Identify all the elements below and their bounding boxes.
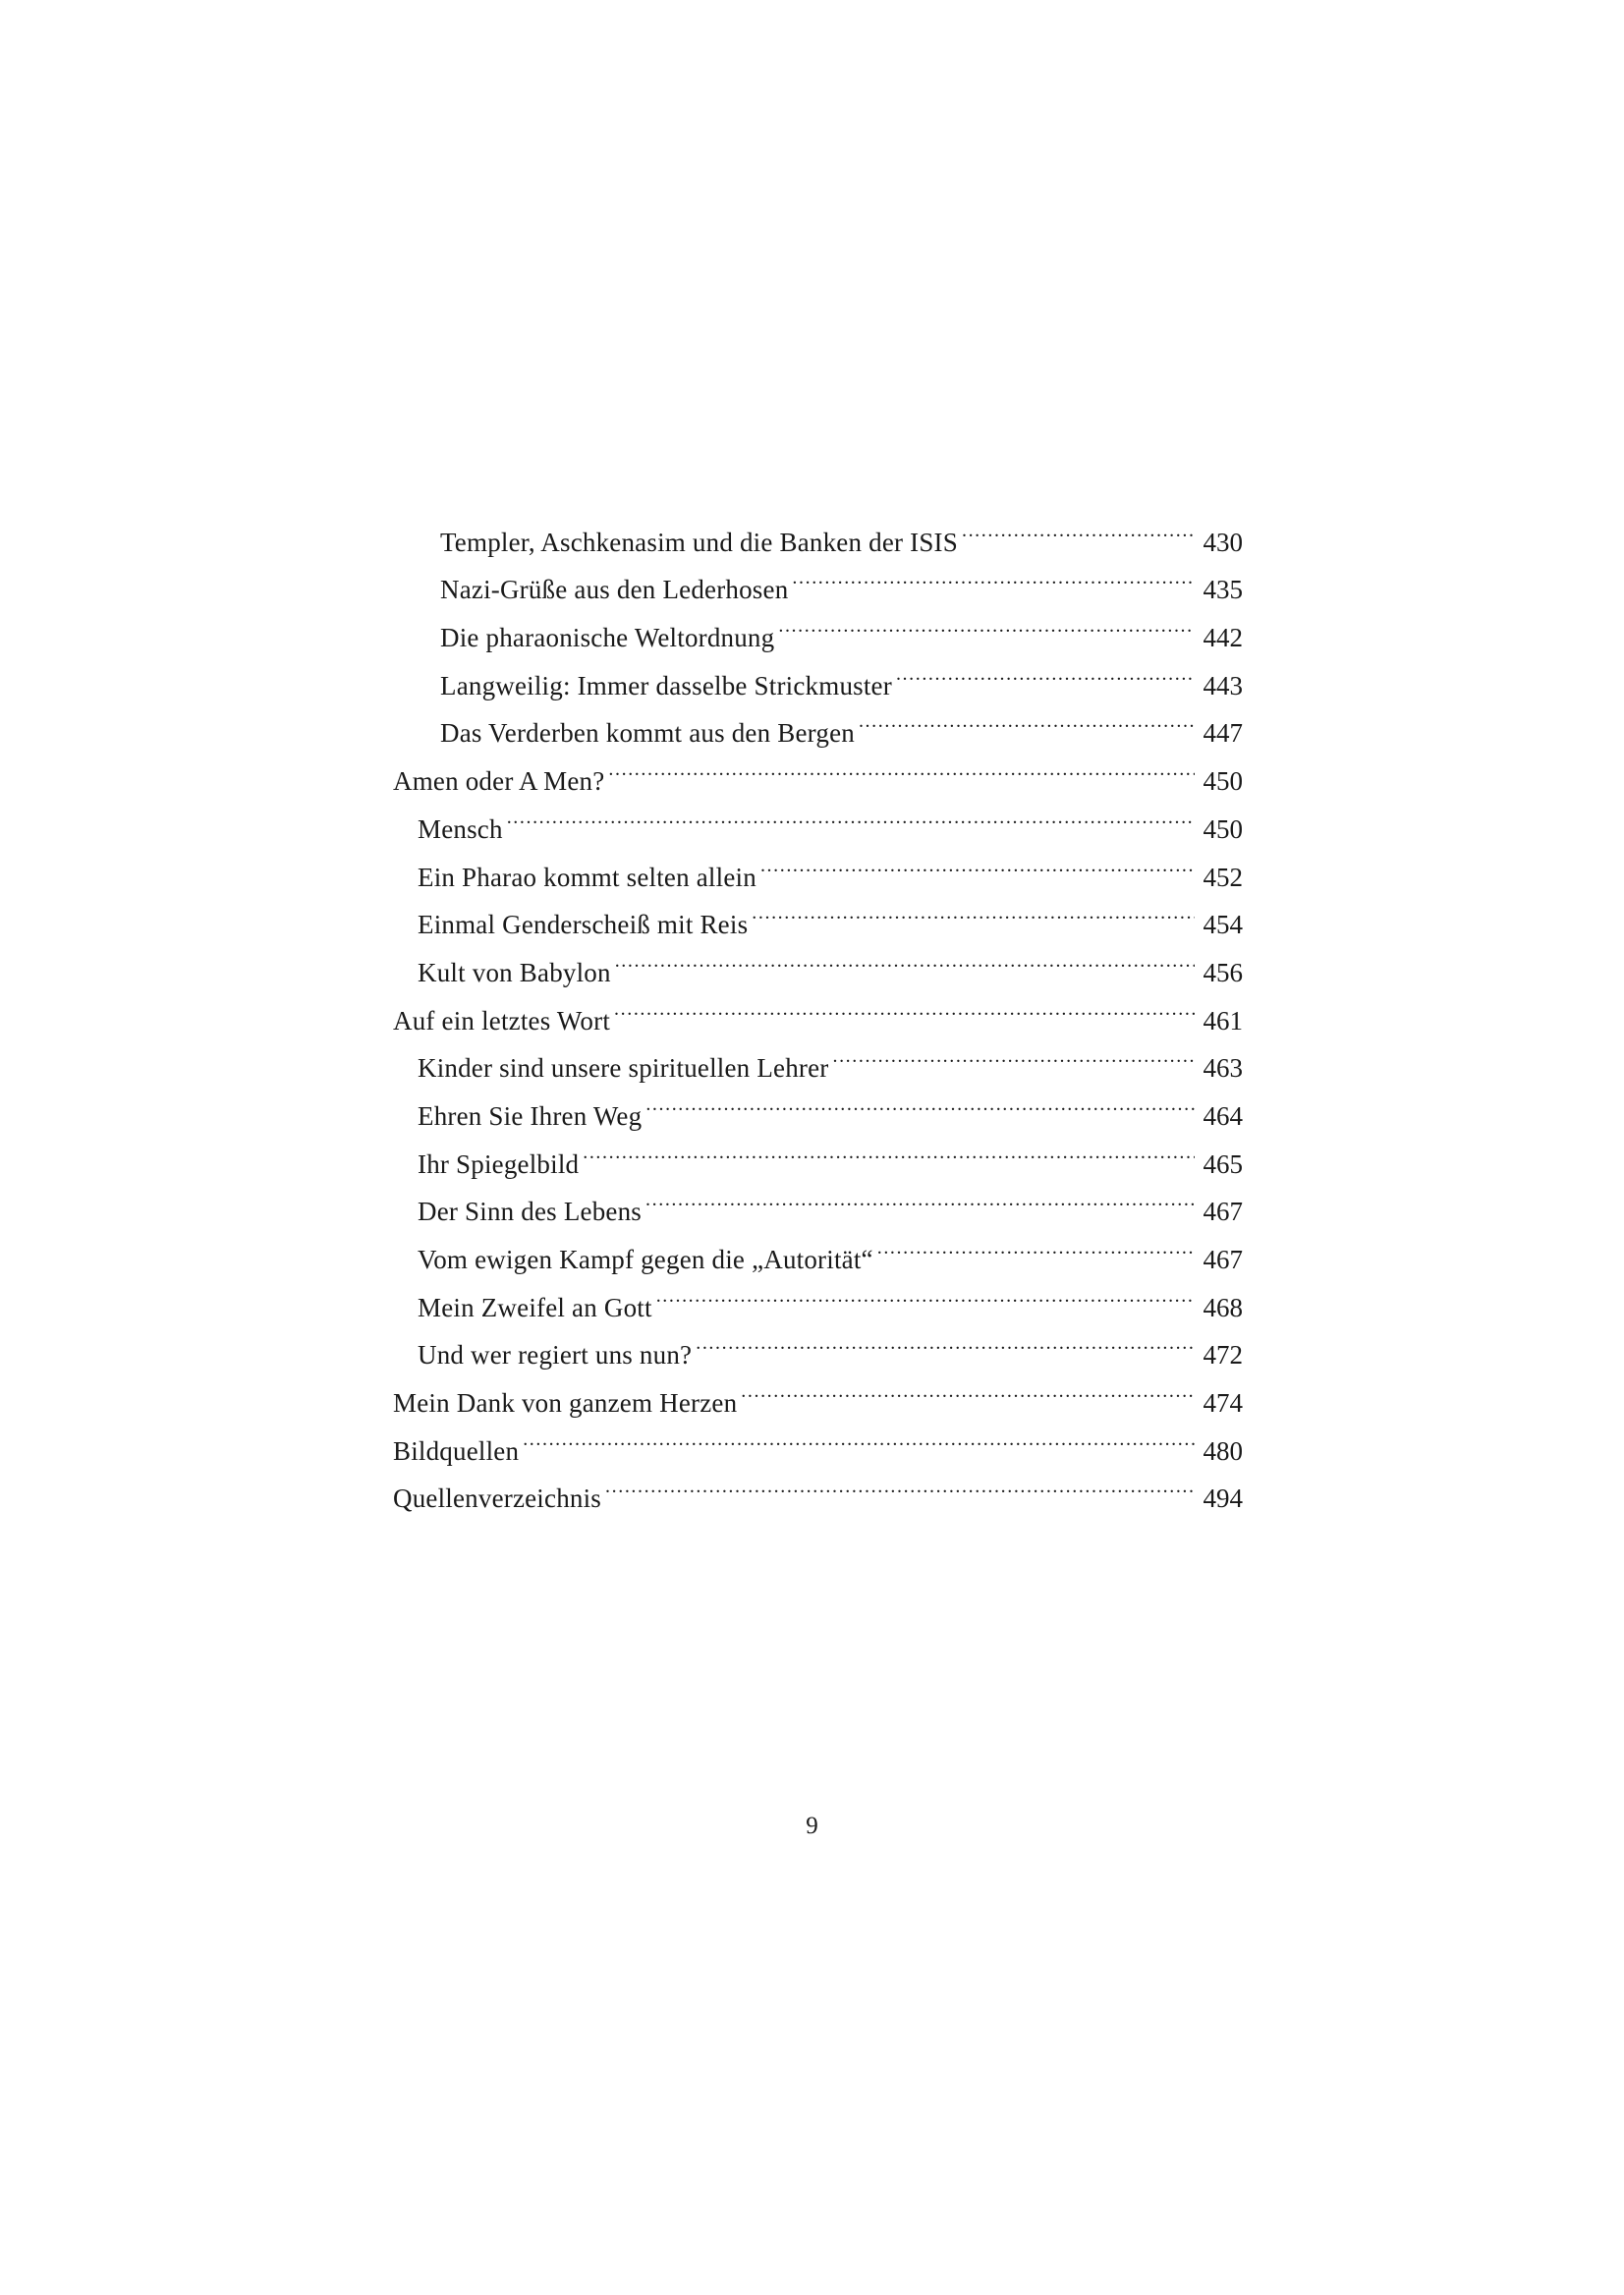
toc-entry-page: 465 [1203,1148,1243,1179]
toc-dot-leader [507,790,1195,838]
toc-entry-page: 450 [1203,813,1243,844]
toc-entry-page: 443 [1203,670,1243,700]
toc-entry-page: 472 [1203,1340,1243,1371]
page-number: 9 [806,1813,818,1839]
toc-entry-page: 456 [1203,957,1243,987]
toc-entry-title: Und wer regiert uns nun? [418,1340,693,1371]
toc-dot-leader [877,1220,1195,1268]
toc-entry-page: 480 [1203,1435,1243,1466]
toc-dot-leader [792,551,1195,599]
toc-entry-title: Mein Dank von ganzem Herzen [393,1388,738,1419]
toc-entry-page: 464 [1203,1100,1243,1131]
toc-entry-page: 467 [1203,1197,1243,1227]
toc-entry-page: 454 [1203,910,1243,940]
toc-entry [393,790,1243,844]
toc-entry-page: 461 [1203,1005,1243,1036]
toc-dot-leader [605,1460,1195,1508]
toc-entry-page: 474 [1203,1388,1243,1419]
toc-entry [393,838,1243,892]
table-of-contents [393,503,1243,1514]
toc-entry-page: 442 [1203,623,1243,653]
toc-entry-page: 467 [1203,1245,1243,1274]
toc-entry-title: Der Sinn des Lebens [418,1197,643,1227]
toc-dot-leader [741,1364,1195,1412]
toc-dot-leader [752,886,1195,934]
toc-dot-leader [615,933,1195,981]
toc-entry-title: Vom ewigen Kampf gegen die „Autorität“ [418,1245,873,1274]
toc-dot-leader [859,695,1195,743]
toc-entry-title: Templer, Aschkenasim und die Banken der ISIS [440,527,958,557]
toc-entry-page: 430 [1203,527,1243,557]
toc-dot-leader [832,1030,1195,1078]
toc-dot-leader [778,598,1195,646]
toc-dot-leader [645,1173,1195,1221]
toc-dot-leader [696,1316,1195,1365]
toc-entry-title: Ehren Sie Ihren Weg [418,1100,643,1131]
toc-entry-title: Die pharaonische Weltordnung [440,623,775,653]
toc-dot-leader [760,838,1195,886]
toc-entry-page: 447 [1203,718,1243,749]
toc-entry-title: Mensch [418,813,503,844]
toc-entry-title: Ihr Spiegelbild [418,1148,580,1179]
toc-entry-title: Kult von Babylon [418,957,611,987]
toc-entry [393,503,1243,557]
toc-dot-leader [523,1412,1195,1460]
toc-dot-leader [962,503,1195,551]
toc-entry-page: 463 [1203,1053,1243,1084]
toc-entry-title: Quellenverzeichnis [393,1483,602,1514]
toc-entry-title: Mein Zweifel an Gott [418,1292,652,1322]
toc-dot-leader [583,1125,1195,1173]
toc-entry-page: 494 [1203,1483,1243,1514]
toc-entry-title: Auf ein letztes Wort [393,1005,611,1036]
toc-entry-page: 452 [1203,862,1243,892]
toc-entry-page: 468 [1203,1292,1243,1322]
toc-entry-title: Kinder sind unsere spirituellen Lehrer [418,1053,829,1084]
toc-entry-title: Einmal Genderscheiß mit Reis [418,910,749,940]
toc-dot-leader [608,742,1195,790]
toc-entry-title: Das Verderben kommt aus den Bergen [440,718,855,749]
toc-entry-title: Ein Pharao kommt selten allein [418,862,756,892]
toc-entry-title: Bildquellen [393,1435,520,1466]
toc-dot-leader [614,981,1195,1030]
toc-entry-page: 450 [1203,766,1243,797]
toc-entry-title: Amen oder A Men? [393,766,605,797]
toc-dot-leader [896,646,1195,695]
toc-entry-title: Langweilig: Immer dasselbe Strickmuster [440,670,892,700]
toc-dot-leader [656,1268,1195,1316]
toc-entry [393,1460,1243,1514]
toc-dot-leader [645,1077,1195,1125]
toc-entry-title: Nazi-Grüße aus den Lederhosen [440,575,789,605]
toc-entry-page: 435 [1203,575,1243,605]
